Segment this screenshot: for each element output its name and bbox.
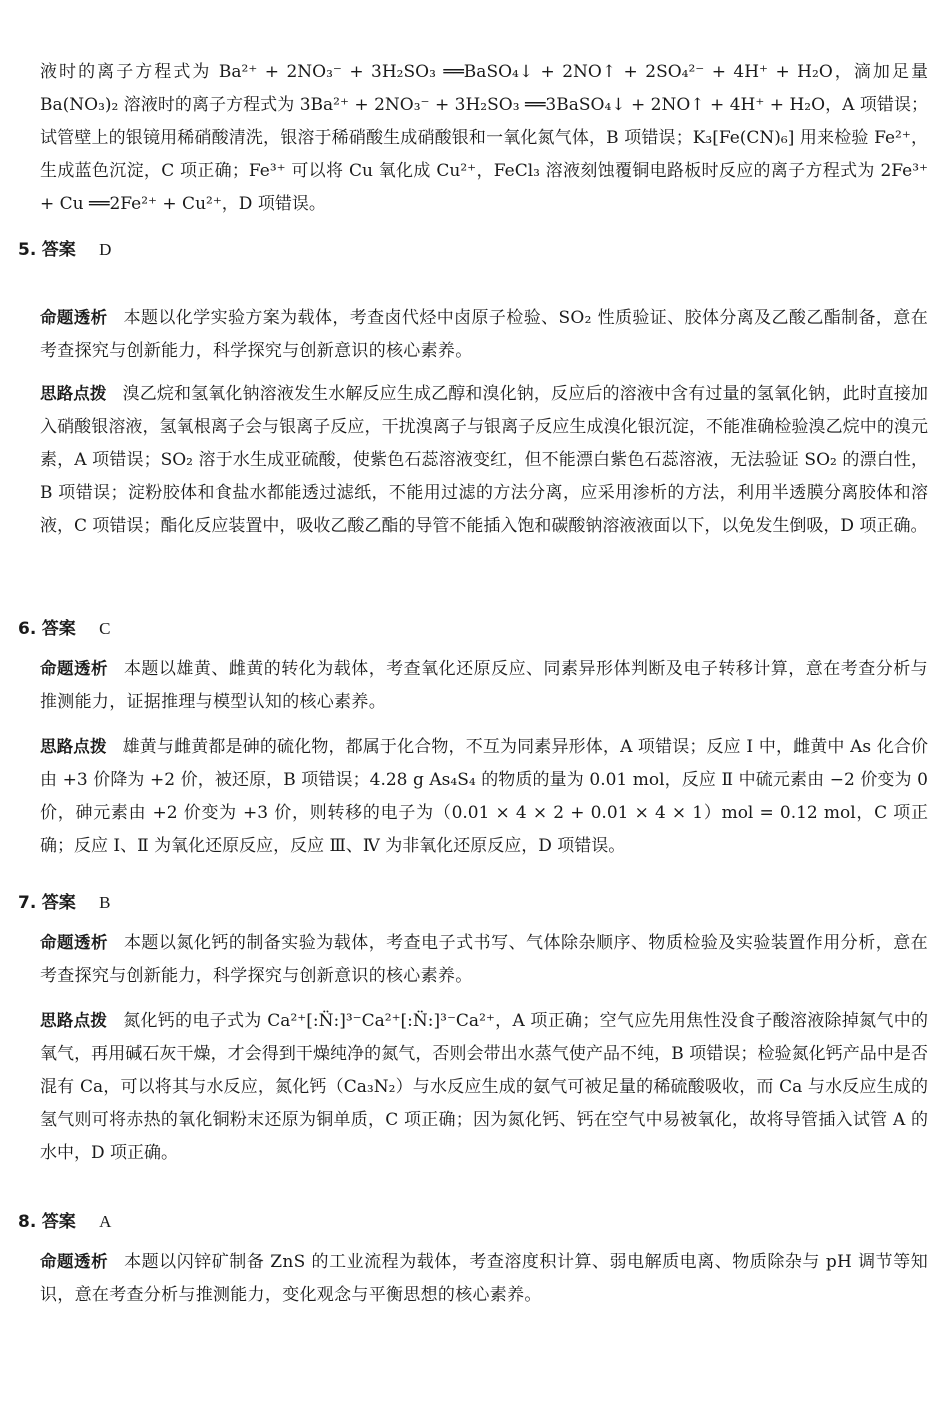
analysis-label: 命题透析 <box>40 933 108 952</box>
answer-label: 答案 <box>41 240 76 260</box>
analysis-6 <box>40 652 928 719</box>
continued-explanation: 液时的离子方程式为 Ba²⁺ + 2NO₃⁻ + 3H₂SO₃ ══BaSO₄↓ + 2NO↑ + 2SO₄²⁻ + 4H⁺ + H₂O，滴加足量 Ba(NO₃)₂ 溶液时的离子方程式为 3Ba²⁺ + 2NO₃⁻ + 3H₂SO₃ ══3BaSO₄↓ + 2NO↑ + 4H⁺ + H₂O，A 项错误；试管壁上的银镜用稀硝酸清洗，银溶于稀硝酸生成硝酸银和一氧化氮气体，B 项错误；K₃[Fe(CN)₆] 用来检验 Fe²⁺，生成蓝色沉淀，C 项正确；Fe³⁺ 可以将 Cu 氧化成 Cu²⁺，FeCl₃ 溶液刻蚀覆铜电路板时反应的离子方程式为 2Fe³⁺ + Cu ══2Fe²⁺ + Cu²⁺，D 项错误。 <box>40 62 928 214</box>
hint-label: 思路点拨 <box>40 384 107 403</box>
answer-line-8 <box>18 1205 111 1239</box>
analysis-label: 命题透析 <box>40 659 108 678</box>
answer-label: 答案 <box>41 619 76 639</box>
answer-value: B <box>99 893 111 912</box>
answer-label: 答案 <box>41 1212 76 1232</box>
analysis-text: 本题以雄黄、雌黄的转化为载体，考查氧化还原反应、同素异形体判断及电子转移计算，意在考查分析与推测能力，证据推理与模型认知的核心素养。 <box>40 659 928 712</box>
analysis-5 <box>40 301 928 368</box>
answer-value: C <box>99 619 111 638</box>
answer-line-7 <box>18 886 110 920</box>
answer-value: D <box>99 240 112 259</box>
answer-line-5 <box>18 233 111 267</box>
question-number: 5. <box>18 240 37 260</box>
question-number: 7. <box>18 893 37 913</box>
analysis-label: 命题透析 <box>40 308 108 327</box>
hint-5 <box>40 377 928 543</box>
analysis-text: 本题以化学实验方案为载体，考查卤代烃中卤原子检验、SO₂ 性质验证、胶体分离及乙酸乙酯制备，意在考查探究与创新能力，科学探究与创新意识的核心素养。 <box>40 308 929 361</box>
analysis-text: 本题以氮化钙的制备实验为载体，考查电子式书写、气体除杂顺序、物质检验及实验装置作用分析，意在考查探究与创新能力，科学探究与创新意识的核心素养。 <box>40 933 928 986</box>
analysis-text: 本题以闪锌矿制备 ZnS 的工业流程为载体，考查溶度积计算、弱电解质电离、物质除杂与 pH 调节等知识，意在考查分析与推测能力，变化观念与平衡思想的核心素养。 <box>40 1252 928 1305</box>
answer-value: A <box>99 1212 112 1231</box>
hint-label: 思路点拨 <box>40 737 107 756</box>
answer-label: 答案 <box>41 893 76 913</box>
hint-6 <box>40 730 928 863</box>
analysis-8 <box>40 1245 928 1312</box>
hint-label: 思路点拨 <box>40 1011 108 1030</box>
hint-text: 氮化钙的电子式为 Ca²⁺[:N̈:]³⁻Ca²⁺[:N̈:]³⁻Ca²⁺，A 项正确；空气应先用焦性没食子酸溶液除掉氮气中的氧气，再用碱石灰干燥，才会得到干燥纯净的氮气，否则会带出水蒸气使产品不纯，B 项错误；检验氮化钙产品中是否混有 Ca，可以将其与水反应，氮化钙（Ca₃N₂）与水反应生成的氨气可被足量的稀硫酸吸收，而 Ca 与水反应生成的氢气则可将赤热的氧化铜粉末还原为铜单质，C 项正确；因为氮化钙、钙在空气中易被氧化，故将导管插入试管 A 的水中，D 项正确。 <box>40 1011 929 1163</box>
answer-line-6 <box>18 612 110 646</box>
analysis-7 <box>40 926 928 993</box>
question-number: 8. <box>18 1212 37 1232</box>
hint-7 <box>40 1004 928 1170</box>
hint-text: 雄黄与雌黄都是砷的硫化物，都属于化合物，不互为同素异形体，A 项错误；反应 Ⅰ 中，雌黄中 As 化合价由 +3 价降为 +2 价，被还原，B 项错误；4.28 g As₄S₄ 的物质的量为 0.01 mol，反应 Ⅱ 中硫元素由 −2 价变为 0 价，砷元素由 +2 价变为 +3 价，则转移的电子为（0.01 × 4 × 2 + 0.01 × 4 × 1）mol = 0.12 mol，C 项正确；反应 Ⅰ、Ⅱ 为氧化还原反应，反应 Ⅲ、Ⅳ 为非氧化还原反应，D 项错误。 <box>40 737 929 856</box>
hint-text: 溴乙烷和氢氧化钠溶液发生水解反应生成乙醇和溴化钠，反应后的溶液中含有过量的氢氧化钠，此时直接加入硝酸银溶液，氢氧根离子会与银离子反应，干扰溴离子与银离子反应生成溴化银沉淀，不能准确检验溴乙烷中的溴元素，A 项错误；SO₂ 溶于水生成亚硫酸，使紫色石蕊溶液变红，但不能漂白紫色石蕊溶液，无法验证 SO₂ 的漂白性，B 项错误；淀粉胶体和食盐水都能透过滤纸，不能用过滤的方法分离，应采用渗析的方法，利用半透膜分离胶体和溶液，C 项错误；酯化反应装置中，吸收乙酸乙酯的导管不能插入饱和碳酸钠溶液液面以下，以免发生倒吸，D 项正确。 <box>40 384 929 536</box>
analysis-label: 命题透析 <box>40 1252 109 1271</box>
question-number: 6. <box>18 619 37 639</box>
